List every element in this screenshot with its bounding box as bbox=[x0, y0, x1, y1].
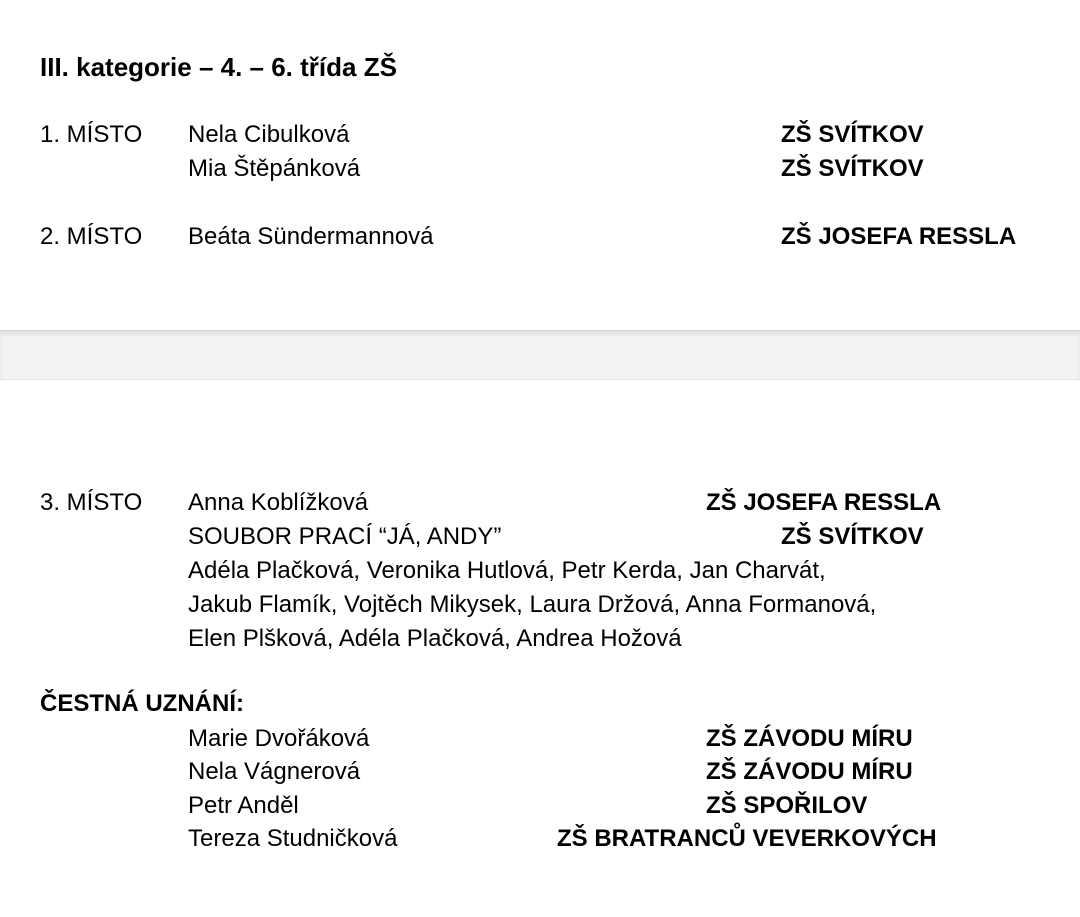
honorable-name: Nela Vágnerová bbox=[188, 758, 361, 785]
honorable-name: Tereza Studničková bbox=[188, 825, 398, 852]
honorable-name: Marie Dvořáková bbox=[188, 725, 370, 752]
place-3-school: ZŠ JOSEFA RESSLA bbox=[706, 489, 942, 516]
honorable-school: ZŠ SPOŘILOV bbox=[706, 792, 868, 819]
page-separator bbox=[0, 330, 1080, 380]
place-3-group-school: ZŠ SVÍTKOV bbox=[781, 523, 924, 550]
place-3-group-title: SOUBOR PRACÍ “JÁ, ANDY” bbox=[188, 523, 502, 550]
place-1-label: 1. MÍSTO bbox=[40, 121, 143, 148]
place-1-name: Nela Cibulková bbox=[188, 121, 350, 148]
honorable-school: ZŠ BRATRANCŮ VEVERKOVÝCH bbox=[557, 825, 937, 852]
place-3-name: Anna Koblížková bbox=[188, 489, 369, 516]
group-members-line: Jakub Flamík, Vojtěch Mikysek, Laura Držová, Anna Formanová, bbox=[188, 591, 877, 618]
document-page-1 bbox=[0, 0, 1080, 330]
honorable-school: ZŠ ZÁVODU MÍRU bbox=[706, 725, 913, 752]
honorable-name: Petr Anděl bbox=[188, 792, 299, 819]
place-3-label: 3. MÍSTO bbox=[40, 489, 143, 516]
place-2-name: Beáta Sündermannová bbox=[188, 223, 434, 250]
place-1-school: ZŠ SVÍTKOV bbox=[781, 121, 924, 148]
honorable-school: ZŠ ZÁVODU MÍRU bbox=[706, 758, 913, 785]
category-heading: III. kategorie – 4. – 6. třída ZŠ bbox=[40, 52, 397, 82]
honorable-mentions-heading: ČESTNÁ UZNÁNÍ: bbox=[40, 690, 244, 717]
group-members-line: Elen Plšková, Adéla Plačková, Andrea Hožová bbox=[188, 625, 682, 652]
place-2-school: ZŠ JOSEFA RESSLA bbox=[781, 223, 1017, 250]
place-1-name: Mia Štěpánková bbox=[188, 155, 361, 182]
document-page-2 bbox=[0, 380, 1080, 917]
group-members-line: Adéla Plačková, Veronika Hutlová, Petr Kerda, Jan Charvát, bbox=[188, 557, 826, 584]
place-2-label: 2. MÍSTO bbox=[40, 223, 143, 250]
place-1-school: ZŠ SVÍTKOV bbox=[781, 155, 924, 182]
